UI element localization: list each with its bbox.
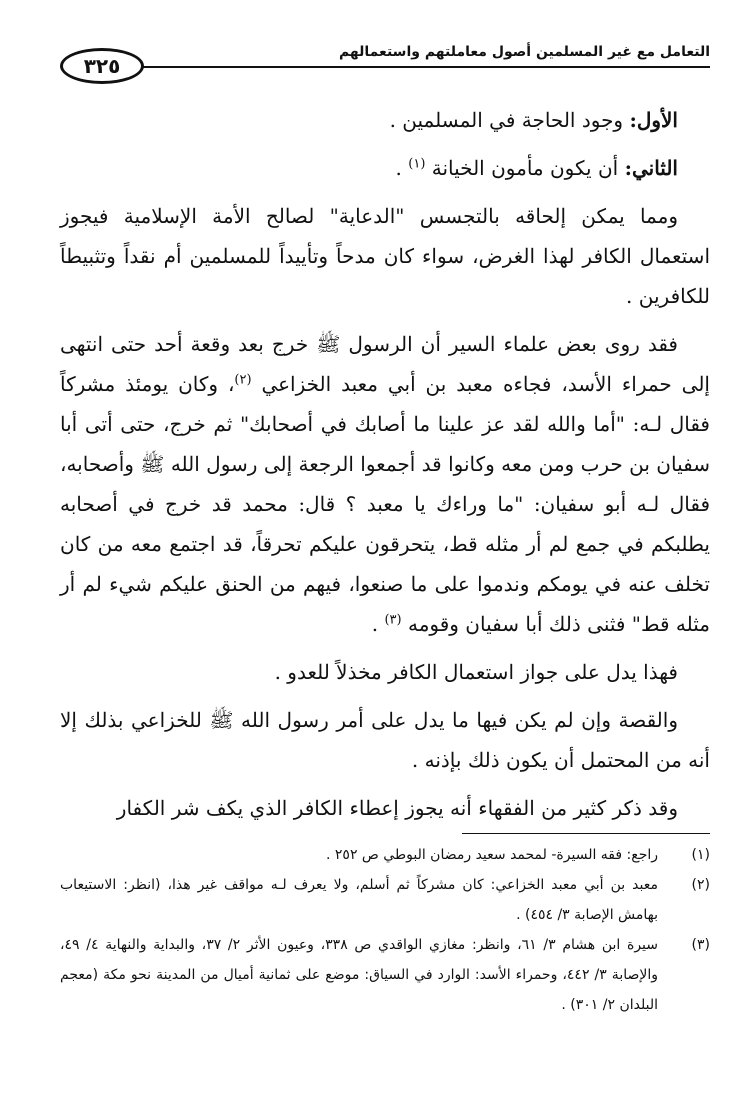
paragraph-jurists: وقد ذكر كثير من الفقهاء أنه يجوز إعطاء الكافر الذي يكف شر الكفار (116, 796, 678, 820)
footnote-item (60, 870, 710, 930)
paragraph-text: أن يكون مأمون الخيانة (425, 156, 625, 180)
footnote-ref-3[interactable]: (٣) (384, 612, 402, 628)
body-text (60, 100, 710, 836)
footnote-text: راجع: فقه السيرة- لمحمد سعيد رمضان البوطي ص ٢٥٢ . (326, 847, 658, 863)
footnote-item (60, 930, 710, 1020)
running-title: التعامل مع غير المسلمين أصول معاملتهم واستعمالهم (338, 44, 710, 60)
paragraph-text: . (395, 156, 409, 180)
footnote-ref-1[interactable]: (١) (408, 156, 426, 172)
page-header (60, 42, 710, 92)
paragraph-first-condition (60, 100, 710, 140)
page-number-oval (60, 48, 144, 84)
paragraph-text: فقد روى بعض علماء السير أن الرسول ﷺ خرج بعد وقعة أحد حتى انتهى إلى حمراء الأسد، فجاءه معبد بن أبي معبد الخزاعي (60, 332, 710, 396)
footnote-number: (١) (691, 847, 710, 863)
footnote-text: معبد بن أبي معبد الخزاعي: كان مشركاً ثم أسلم، ولا يعرف لـه مواقف غير هذا، (انظر: الاستيعاب بهامش الإصابة ٣/ ٤٥٤) . (60, 877, 658, 923)
paragraph-text: ، وكان يومئذ مشركاً فقال لـه: "أما والله لقد عز علينا ما أصابك في أصحابك" ثم خرج، حتى أتى أبا سفيان بن حرب ومن معه وكانوا قد أجمعوا الرجعة إلى رسول الله ﷺ وأصحابه، فقال لـه أبو سفيان: "ما وراءك يا معبد ؟ قال: محمد قد خرج في أصحابه يطلبكم في جمع لم أر مثله قط، يتحرقون عليكم تحرقاً، قد اجتمع معه من كان تخلف عنه في يومكم وندموا على ما صنعوا، فيهم من الحنق عليكم شيء لم أر مثله قط" فثنى ذلك أبا سفيان وقومه (60, 372, 710, 636)
lead-second: الثاني: (624, 156, 678, 180)
footnote-separator (462, 833, 710, 834)
footnote-item (60, 840, 710, 870)
footnote-text: سيرة ابن هشام ٣/ ٦١، وانظر: مغازي الواقدي ص ٣٣٨، وعيون الأثر ٢/ ٣٧، والبداية والنهاية ٤/ ٤٩، والإصابة ٣/ ٤٤٢، وحمراء الأسد: الوارد في السياق: موضع على ثمانية أميال من المدينة نحو مكة (معجم البلدان ٢/ ٣٠١) . (60, 937, 659, 1013)
paragraph-propaganda: ومما يمكن إلحاقه بالتجسس "الدعاية" لصالح الأمة الإسلامية فيجوز استعمال الكافر لهذا الغرض، سواء كان مدحاً وتأييداً للمسلمين أم نقداً وتثبيطاً للكافرين . (60, 204, 710, 308)
footnotes (60, 840, 710, 1020)
paragraph-second-condition (60, 148, 710, 188)
footnote-number: (٢) (691, 877, 710, 893)
header-rule (140, 66, 710, 68)
paragraph-conclusion: فهذا يدل على جواز استعمال الكافر مخذلاً للعدو . (274, 660, 678, 684)
paragraph-story (60, 324, 710, 644)
paragraph-story-note: والقصة وإن لم يكن فيها ما يدل على أمر رسول الله ﷺ للخزاعي بذلك إلا أنه من المحتمل أن يكون ذلك بإذنه . (60, 708, 710, 772)
footnote-number: (٣) (691, 937, 710, 953)
lead-first: الأول: (629, 108, 678, 132)
footnote-ref-2[interactable]: (٢) (234, 372, 252, 388)
paragraph-text: . (371, 612, 385, 636)
page-number: ٣٢٥ (83, 54, 121, 78)
paragraph-text: وجود الحاجة في المسلمين . (389, 108, 630, 132)
